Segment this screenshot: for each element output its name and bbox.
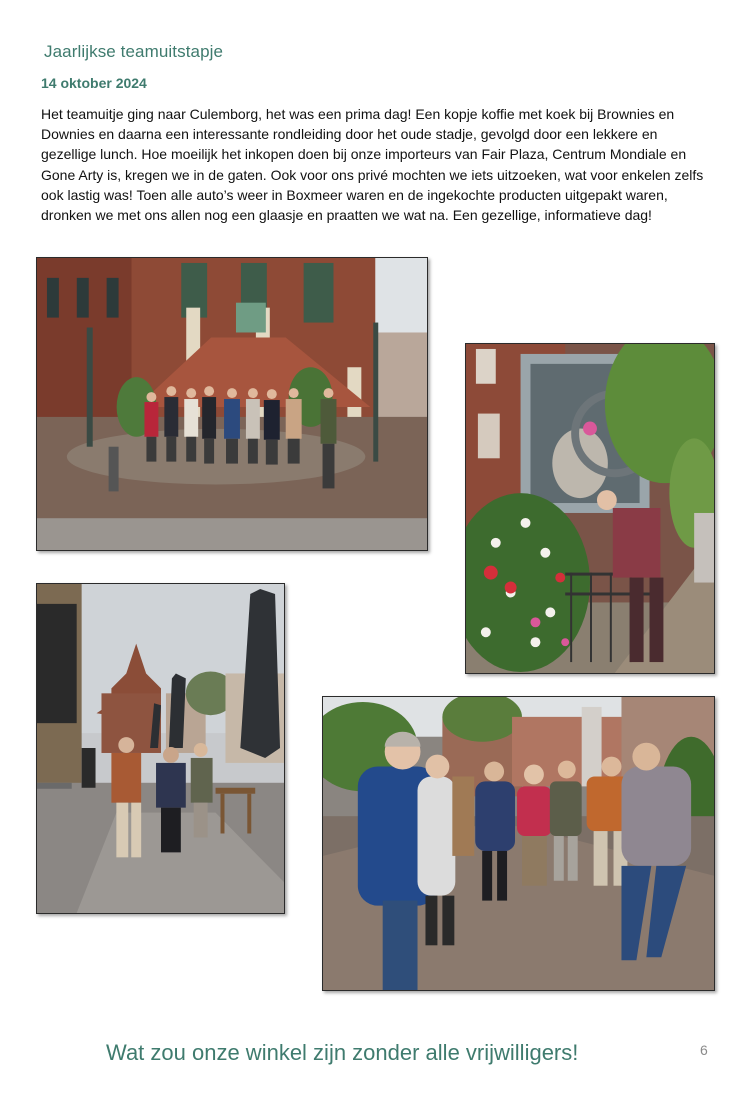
article-body: Het teamuitje ging naar Culemborg, het was een prima dag! Een kopje koffie met koek bij Brownies en Downies en daarna een interessante rondleiding door het oude stadje, gevolgd door een lekkere en gezellige lunch. Hoe moeilijk het inkopen doen bij onze importeurs van Fair Plaza, Centrum Mondiale en Gone Arty is, kregen we in de gaten. Ook voor ons privé mochten we iets uitzoeken, wat voor enkelen zelfs ook lastig was! Toen alle auto’s weer in Boxmeer waren en de ingekochte producten uitgepakt waren, dronken we met ons allen nog een glaasje en praatten we wat na. Een gezellige, informatieve dag!: [41, 106, 704, 224]
photo-group-town-hall: [36, 257, 428, 551]
article-date: 14 oktober 2024: [41, 75, 147, 91]
page-number: 6: [700, 1042, 708, 1058]
photo-guided-tour: [322, 696, 715, 991]
photo-flowers-bell: [465, 343, 715, 674]
article-title: Jaarlijkse teamuitstapje: [44, 42, 224, 61]
footer-slogan: Wat zou onze winkel zijn zonder alle vrijwilligers!: [106, 1040, 579, 1065]
photo-street-tower: [36, 583, 285, 914]
